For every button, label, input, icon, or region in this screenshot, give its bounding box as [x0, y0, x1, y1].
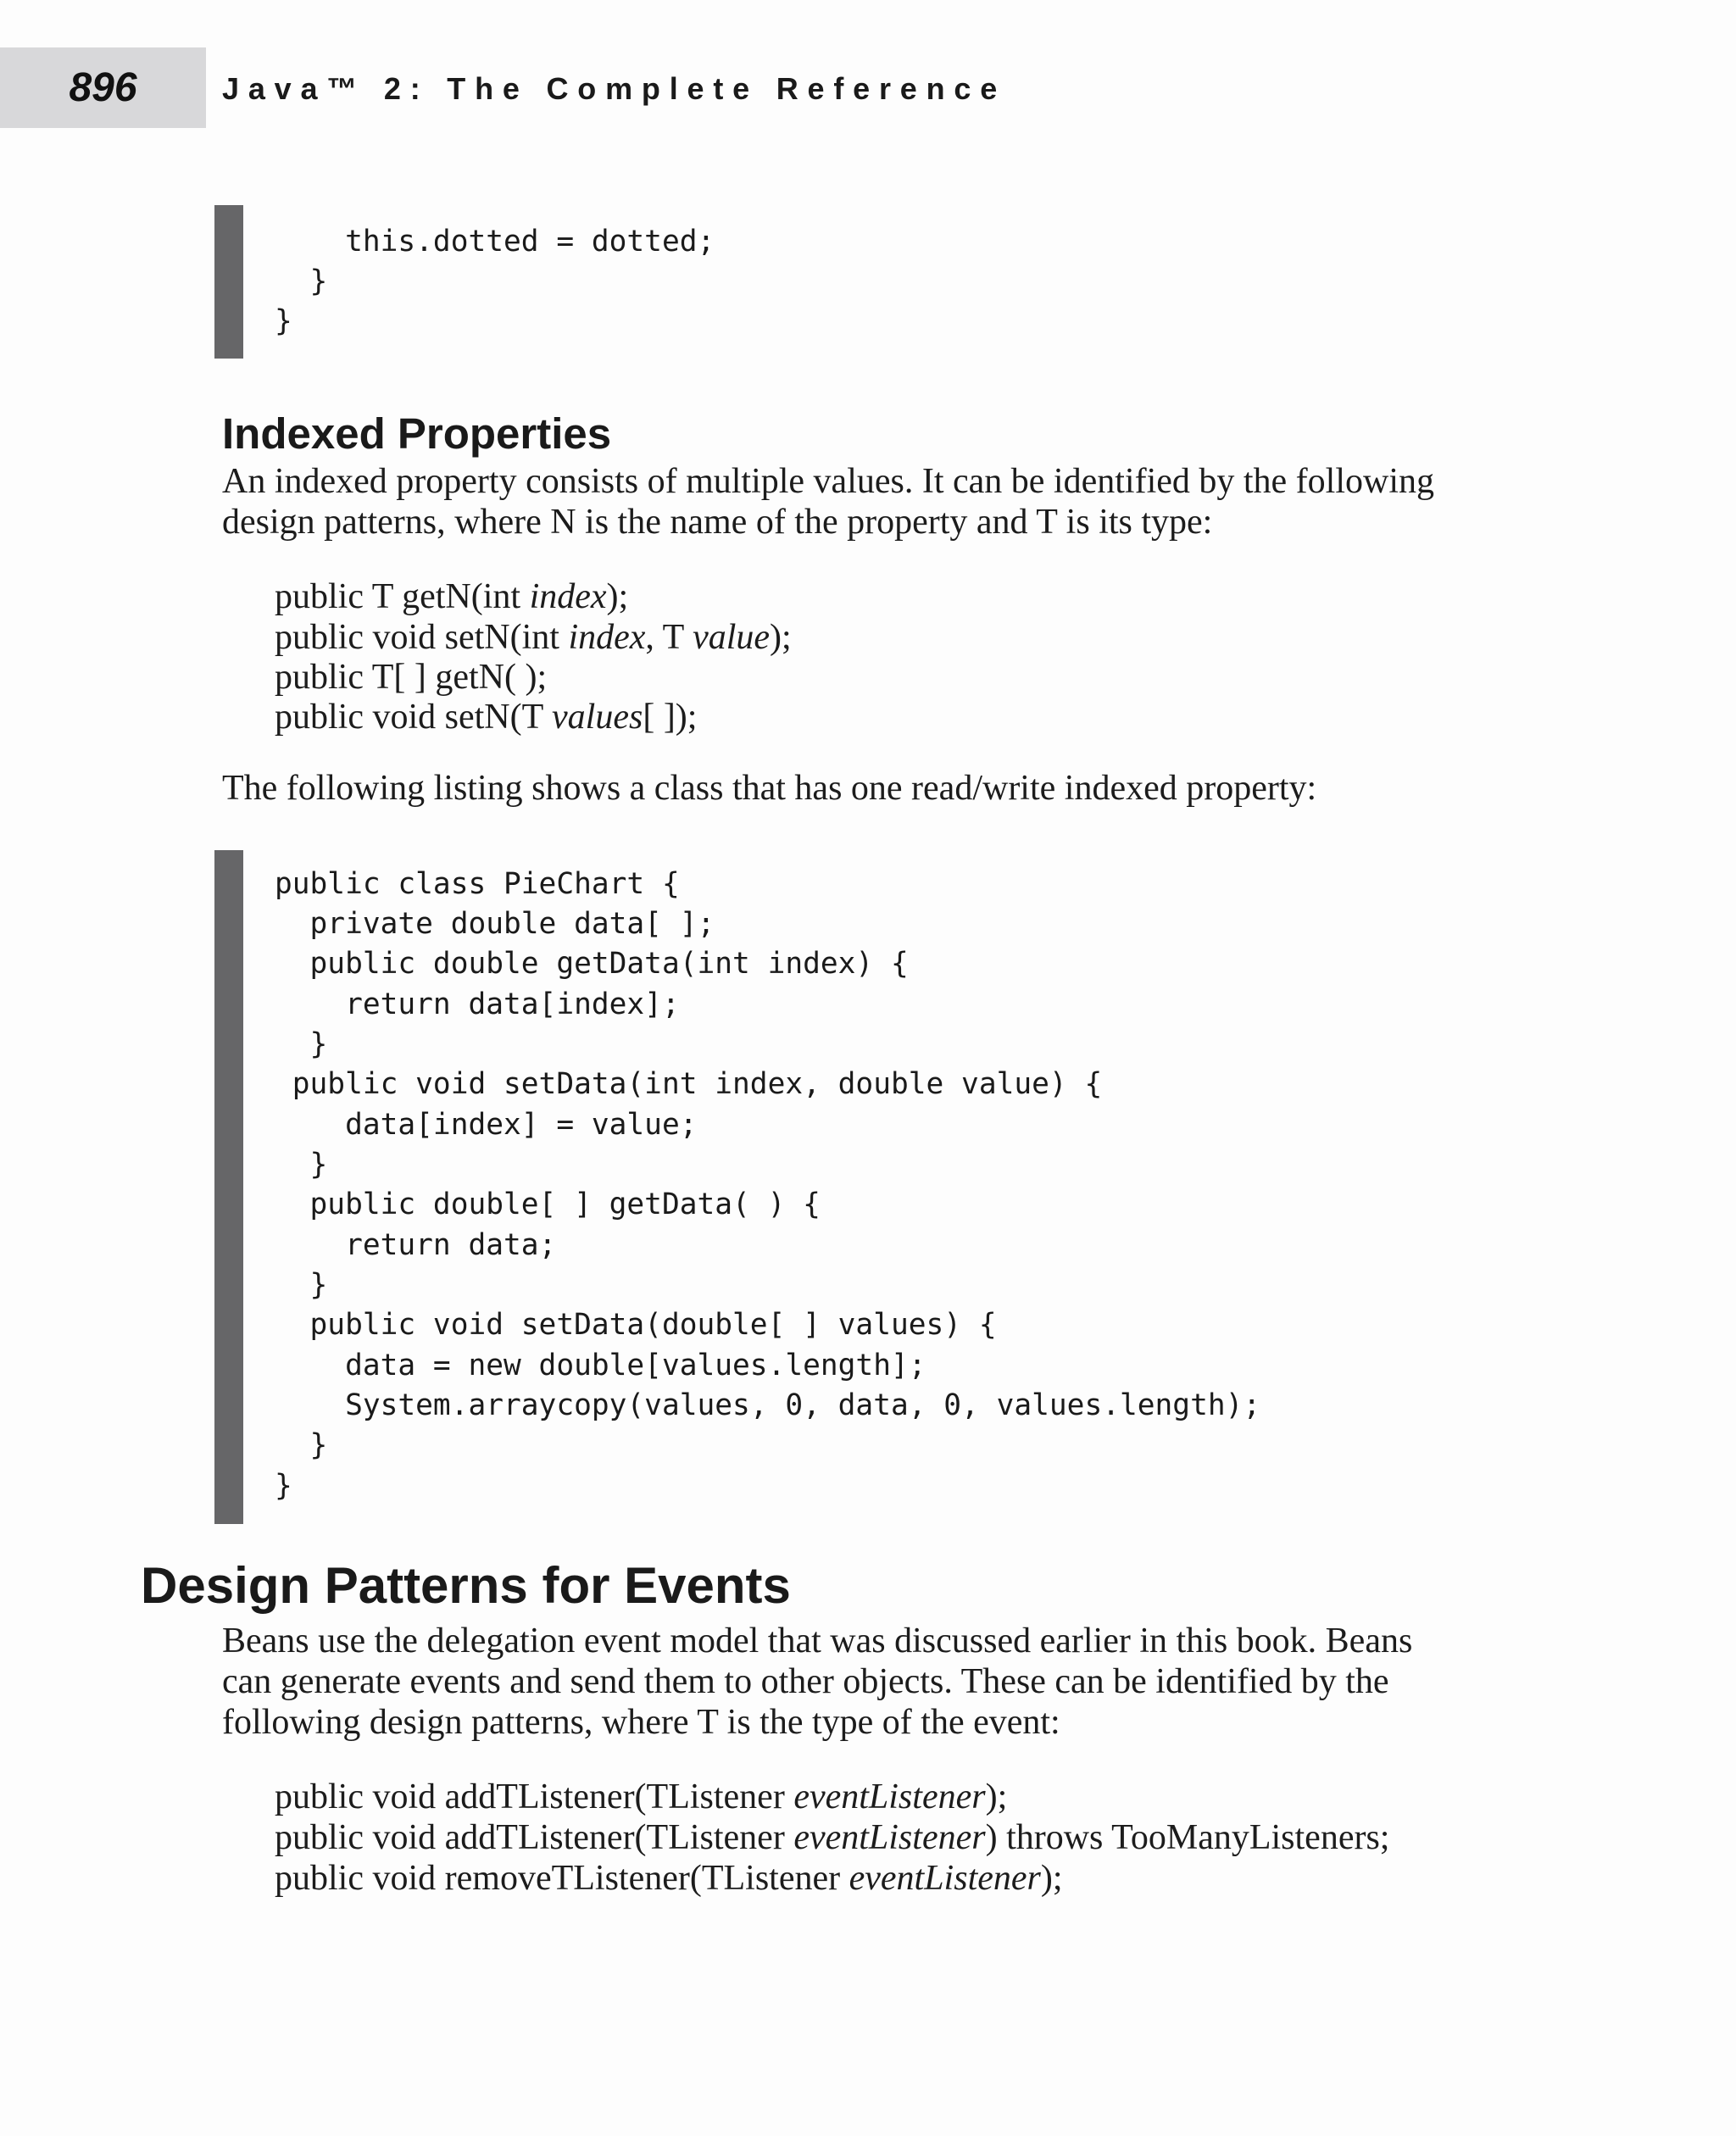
running-head: Java™ 2: The Complete Reference [222, 71, 1007, 106]
section-heading-design-patterns-for-events: Design Patterns for Events [141, 1557, 791, 1614]
code-line: } [275, 1268, 328, 1302]
signature-text: public T[ ] getN( ); [275, 658, 548, 697]
code-line: private double data[ ]; [275, 907, 715, 941]
signature-line [275, 1817, 1389, 1858]
signature-text: ) throws TooManyListeners; [985, 1818, 1390, 1857]
signature-text: ); [985, 1777, 1008, 1816]
code-line: return data; [275, 1228, 557, 1262]
signature-text: ); [606, 577, 629, 616]
signature-param: values [552, 698, 643, 737]
signature-text: public void removeTListener(TListener [275, 1859, 849, 1898]
code-line: } [275, 1148, 328, 1182]
page-number: 896 [69, 65, 137, 110]
listing-intro: The following listing shows a class that has one read/write indexed property: [222, 769, 1317, 808]
signature-param: eventListener [793, 1777, 986, 1816]
paragraph-line: Beans use the delegation event model that was discussed earlier in this book. Beans [222, 1621, 1413, 1660]
code-block-bar [214, 850, 243, 1524]
signature-text: public void addTListener(TListener [275, 1818, 794, 1857]
signature-param: index [529, 577, 607, 616]
section-heading-indexed-properties: Indexed Properties [222, 409, 612, 458]
signature-text: public void setN(T [275, 698, 553, 737]
paragraph-line: can generate events and send them to other objects. These can be identified by the [222, 1662, 1389, 1701]
signature-param: value [693, 618, 771, 657]
code-line: } [275, 1027, 328, 1061]
signature-param: eventListener [849, 1859, 1041, 1898]
signature-text: ); [770, 618, 792, 657]
signature-text: public void addTListener(TListener [275, 1777, 794, 1816]
code-block-bar [214, 205, 243, 359]
code-line: } [275, 1428, 328, 1462]
code-line: public double[ ] getData( ) { [275, 1188, 821, 1221]
code-line: } [275, 264, 328, 298]
code-line: System.arraycopy(values, 0, data, 0, values.length); [275, 1388, 1261, 1422]
signature-param: index [568, 618, 646, 657]
signature-line [275, 1858, 1063, 1899]
code-line: return data[index]; [275, 987, 680, 1021]
paragraph-line: design patterns, where N is the name of the property and T is its type: [222, 503, 1213, 542]
signature-line [275, 617, 792, 658]
signature-text: ); [1040, 1859, 1063, 1898]
code-line: data[index] = value; [275, 1108, 698, 1142]
signature-text: [ ]); [643, 698, 698, 737]
signature-text: public void setN(int [275, 618, 569, 657]
code-line: data = new double[values.length]; [275, 1349, 926, 1382]
signature-line [275, 576, 628, 617]
signature-line [275, 657, 547, 698]
code-line: public double getData(int index) { [275, 947, 909, 981]
paragraph-line: following design patterns, where T is the type of the event: [222, 1703, 1060, 1742]
code-line: } [275, 1469, 292, 1503]
paragraph-line: An indexed property consists of multiple values. It can be identified by the following [222, 462, 1435, 501]
signature-line [275, 697, 697, 737]
signature-param: eventListener [793, 1818, 986, 1857]
signature-line [275, 1777, 1007, 1817]
code-line: this.dotted = dotted; [275, 225, 715, 259]
signature-text: , T [645, 618, 693, 657]
code-line: public void setData(int index, double value) { [275, 1067, 1103, 1101]
code-line: public class PieChart { [275, 867, 680, 901]
code-line: public void setData(double[ ] values) { [275, 1308, 997, 1342]
signature-text: public T getN(int [275, 577, 530, 616]
code-line: } [275, 304, 292, 338]
